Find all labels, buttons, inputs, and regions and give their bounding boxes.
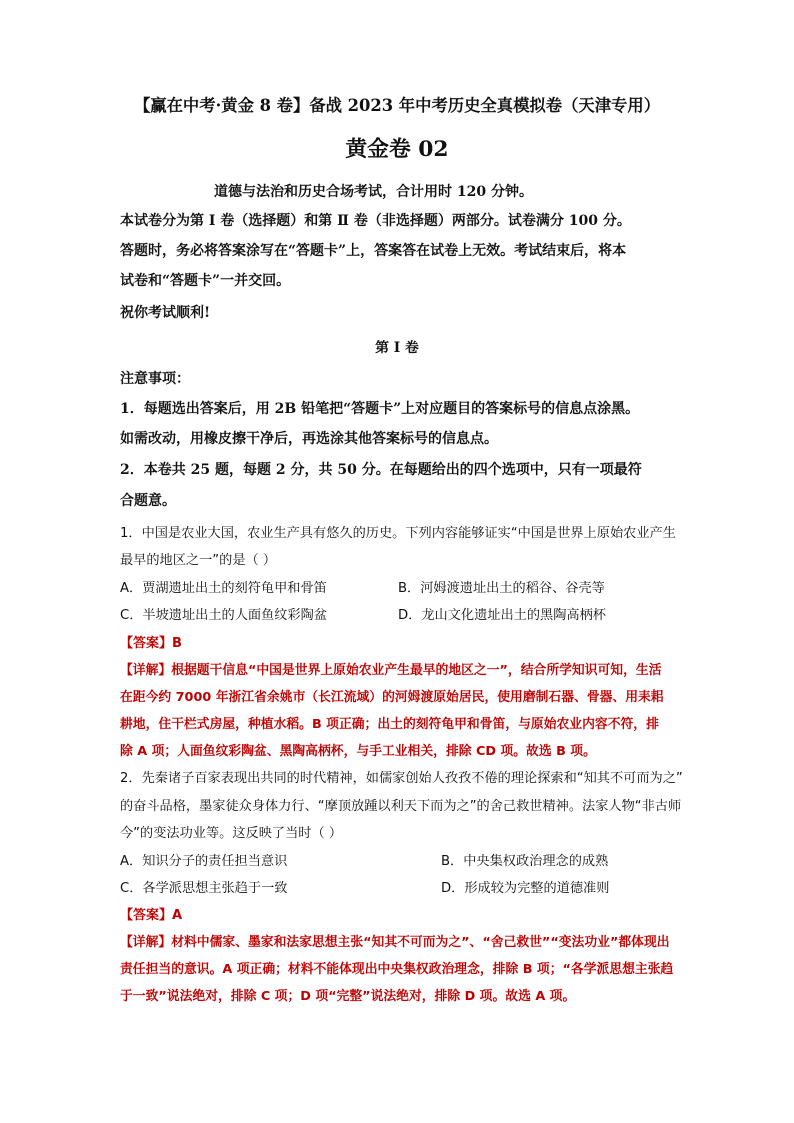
q2-stem-line-2: 的奋斗品格，墨家徒众身体力行、“摩顶放踵以利天下而为之”的舍己救世精神。法家人物“非古师 [120, 799, 682, 814]
note-1-line-2: 如需改动，用橡皮擦干净后，再选涂其他答案标号的信息点。 [120, 431, 498, 447]
intro-time: 道德与法治和历史合场考试，合计用时 120 分钟。 [214, 184, 533, 200]
q1-answer: 【答案】B [120, 636, 182, 651]
exam-sub-title: 黄金卷 02 [345, 137, 449, 162]
note-2-line-1: 2．本卷共 25 题，每题 2 分，共 50 分。在每题给出的四个选项中，只有一项最符 [120, 462, 642, 478]
section-title: 第 Ⅰ 卷 [375, 340, 419, 356]
q1-option-c: C．半坡遗址出土的人面鱼纹彩陶盆 [120, 608, 328, 623]
note-2-line-2: 合题意。 [120, 493, 176, 509]
q2-explanation-line-2: 责任担当的意识。A 项正确；材料不能体现出中央集权政治理念，排除 B 项；“各学派思想主张趋 [120, 962, 674, 977]
exam-main-title: 【赢在中考·黄金 8 卷】备战 2023 年中考历史全真模拟卷（天津专用） [133, 96, 661, 115]
q2-option-a: A．知识分子的责任担当意识 [120, 854, 288, 869]
q1-explanation-line-2: 在距今约 7000 年浙江省余姚市（长江流域）的河姆渡原始居民，使用磨制石器、骨器、用耒耜 [120, 690, 664, 705]
q1-option-d: D．龙山文化遗址出土的黑陶高柄杯 [398, 608, 606, 623]
intro-answer-sheet-2: 试卷和“答题卡”一并交回。 [120, 273, 291, 289]
q2-stem-line-1: 2．先秦诸子百家表现出共同的时代精神，如儒家创始人孜孜不倦的理论探索和“知其不可而为之” [120, 771, 683, 786]
intro-good-luck: 祝你考试顺利! [120, 305, 211, 321]
q2-explanation-line-3: 于一致”说法绝对，排除 C 项；D 项“完整”说法绝对，排除 D 项。故选 A 项。 [120, 989, 576, 1004]
q1-stem-line-2: 最早的地区之一”的是（ ） [120, 553, 277, 568]
q2-explanation-line-1: 【详解】材料中儒家、墨家和法家思想主张“知其不可而为之”、“舍己救世”“变法功业”都体现出 [120, 935, 670, 950]
note-1-line-1: 1．每题选出答案后，用 2B 铅笔把“答题卡”上对应题目的答案标号的信息点涂黑。 [120, 401, 640, 417]
q2-stem-line-3: 今”的变法功业等。这反映了当时（ ） [120, 826, 343, 841]
q1-explanation-line-3: 耕地，住干栏式房屋，种植水稻。B 项正确；出土的刻符龟甲和骨笛，与原始农业内容不符，排 [120, 717, 659, 732]
q2-option-c: C．各学派思想主张趋于一致 [120, 881, 288, 896]
q1-option-a: A．贾湖遗址出土的刻符龟甲和骨笛 [120, 581, 327, 596]
intro-answer-sheet-1: 答题时，务必将答案涂写在“答题卡”上，答案答在试卷上无效。考试结束后，将本 [120, 243, 627, 259]
q2-option-b: B．中央集权政治理念的成熟 [441, 854, 609, 869]
q1-explanation-line-4: 除 A 项；人面鱼纹彩陶盆、黑陶高柄杯，与手工业相关，排除 CD 项。故选 B 项。 [120, 744, 596, 759]
q1-option-b: B．河姆渡遗址出土的稻谷、谷壳等 [398, 581, 605, 596]
q2-answer: 【答案】A [120, 908, 183, 923]
q2-option-d: D．形成较为完整的道德准则 [441, 881, 610, 896]
notes-title: 注意事项： [120, 371, 190, 387]
intro-structure: 本试卷分为第 Ⅰ 卷（选择题）和第 Ⅱ 卷（非选择题）两部分。试卷满分 100 分。 [120, 213, 631, 229]
q1-stem-line-1: 1．中国是农业大国，农业生产具有悠久的历史。下列内容能够证实“中国是世界上原始农业产生 [120, 526, 676, 541]
q1-explanation-line-1: 【详解】根据题干信息“中国是世界上原始农业产生最早的地区之一”，结合所学知识可知，生活 [120, 663, 662, 678]
